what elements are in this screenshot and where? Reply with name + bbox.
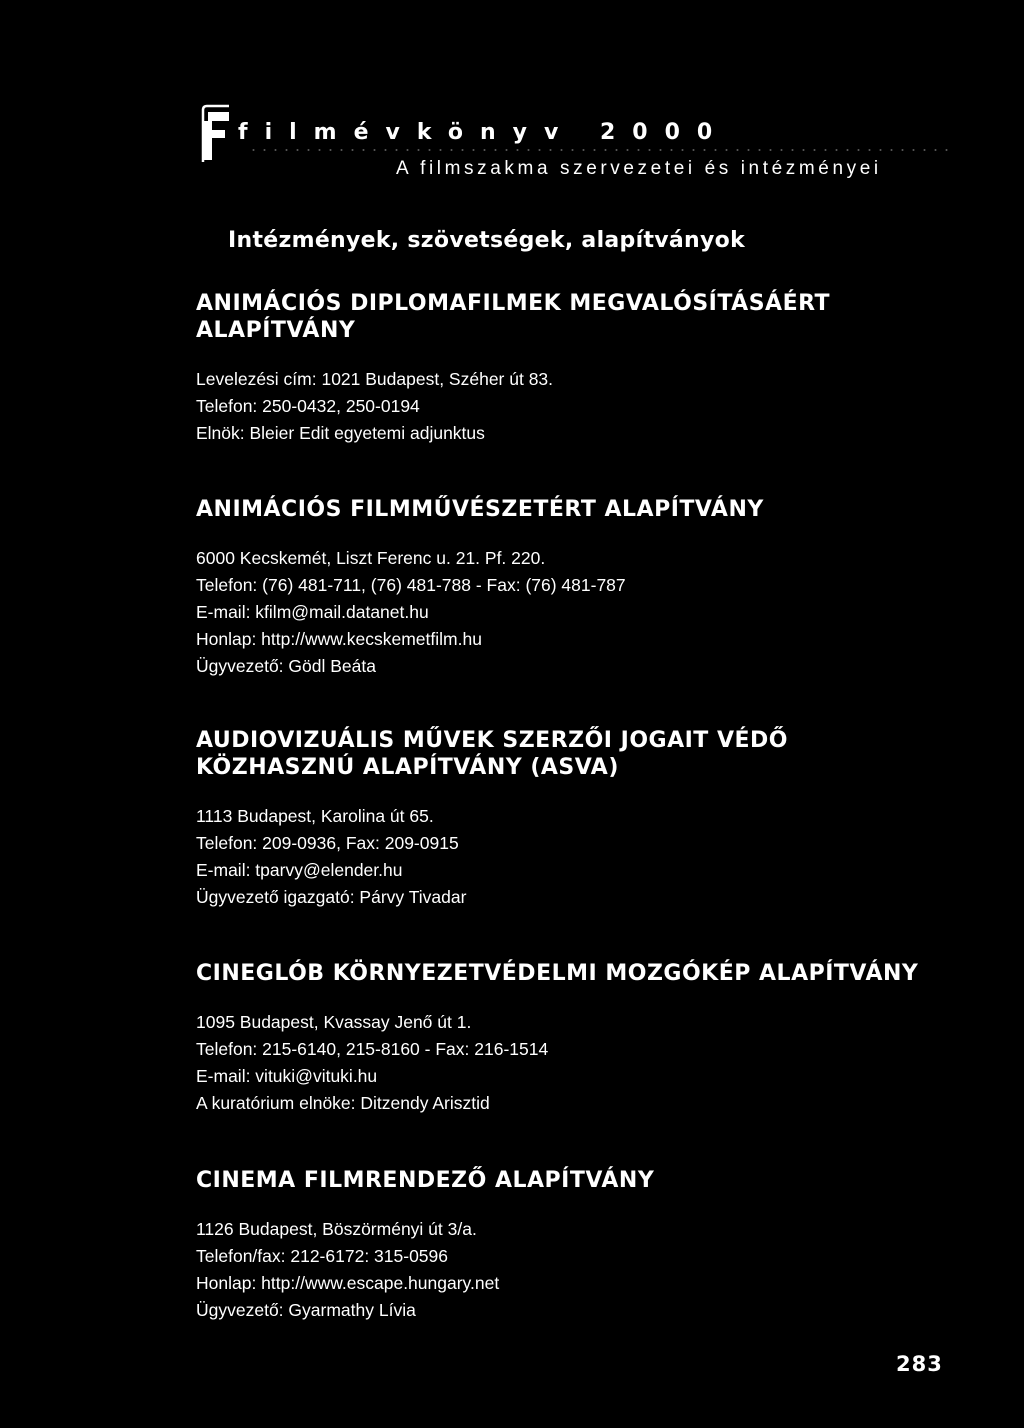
- entry-animacios-diplomafilmek: [196, 290, 830, 447]
- entry-animacios-filmmuveszetert: [196, 496, 764, 680]
- masthead-dotted-rule: [248, 148, 948, 152]
- phone-line: Telefon: 250-0432, 250-0194: [196, 396, 420, 416]
- masthead-subtitle: A filmszakma szervezetei és intézményei: [396, 158, 882, 179]
- entry-asva: [196, 727, 788, 911]
- address-line: 1095 Budapest, Kvassay Jenő út 1.: [196, 1012, 472, 1032]
- president-line: Elnök: Bleier Edit egyetemi adjunktus: [196, 423, 485, 443]
- board-chair-line: A kuratórium elnöke: Ditzendy Arisztid: [196, 1093, 490, 1113]
- entry-title: AUDIOVIZUÁLIS MŰVEK SZERZŐI JOGAIT VÉDŐ: [196, 728, 788, 753]
- address-line: 6000 Kecskemét, Liszt Ferenc u. 21. Pf. 220.: [196, 548, 546, 568]
- entry-details: [196, 1216, 654, 1324]
- entry-title: ALAPÍTVÁNY: [196, 318, 356, 343]
- entry-details: [196, 1009, 918, 1117]
- address-line: 1113 Budapest, Karolina út 65.: [196, 806, 434, 826]
- entry-details: [196, 545, 764, 680]
- filmevkonyv-logo-icon: [200, 104, 230, 164]
- entry-details: [196, 366, 830, 447]
- phone-line: Telefon/fax: 212-6172: 315-0596: [196, 1246, 448, 1266]
- website-line: Honlap: http://www.escape.hungary.net: [196, 1273, 500, 1293]
- entry-cineglob: [196, 960, 918, 1117]
- entry-title: CINEGLÓB KÖRNYEZETVÉDELMI MOZGÓKÉP ALAPÍTVÁNY: [196, 961, 919, 986]
- phone-line: Telefon: 215-6140, 215-8160 - Fax: 216-1514: [196, 1039, 549, 1059]
- entry-cinema-filmrendezo: [196, 1167, 654, 1324]
- phone-line: Telefon: 209-0936, Fax: 209-0915: [196, 833, 459, 853]
- address-line: 1126 Budapest, Böszörményi út 3/a.: [196, 1219, 477, 1239]
- address-line: Levelezési cím: 1021 Budapest, Széher út 83.: [196, 369, 554, 389]
- masthead: [200, 104, 960, 184]
- masthead-title: filmévkönyv 2000: [238, 120, 730, 145]
- website-line: Honlap: http://www.kecskemetfilm.hu: [196, 629, 482, 649]
- entry-title: ANIMÁCIÓS DIPLOMAFILMEK MEGVALÓSÍTÁSÁÉRT: [196, 291, 831, 316]
- entry-title: ANIMÁCIÓS FILMMŰVÉSZETÉRT ALAPÍTVÁNY: [196, 497, 764, 522]
- manager-line: Ügyvezető igazgató: Párvy Tivadar: [196, 887, 467, 907]
- email-line: E-mail: vituki@vituki.hu: [196, 1066, 378, 1086]
- manager-line: Ügyvezető: Gödl Beáta: [196, 656, 376, 676]
- entry-title: CINEMA FILMRENDEZŐ ALAPÍTVÁNY: [196, 1168, 655, 1193]
- email-line: E-mail: tparvy@elender.hu: [196, 860, 403, 880]
- entry-title: KÖZHASZNÚ ALAPÍTVÁNY (ASVA): [196, 755, 619, 780]
- email-line: E-mail: kfilm@mail.datanet.hu: [196, 602, 429, 622]
- section-heading: Intézmények, szövetségek, alapítványok: [228, 228, 746, 253]
- manager-line: Ügyvezető: Gyarmathy Lívia: [196, 1300, 416, 1320]
- entry-details: [196, 803, 788, 911]
- page-number: 283: [896, 1352, 943, 1376]
- phone-line: Telefon: (76) 481-711, (76) 481-788 - Fax: (76) 481-787: [196, 575, 626, 595]
